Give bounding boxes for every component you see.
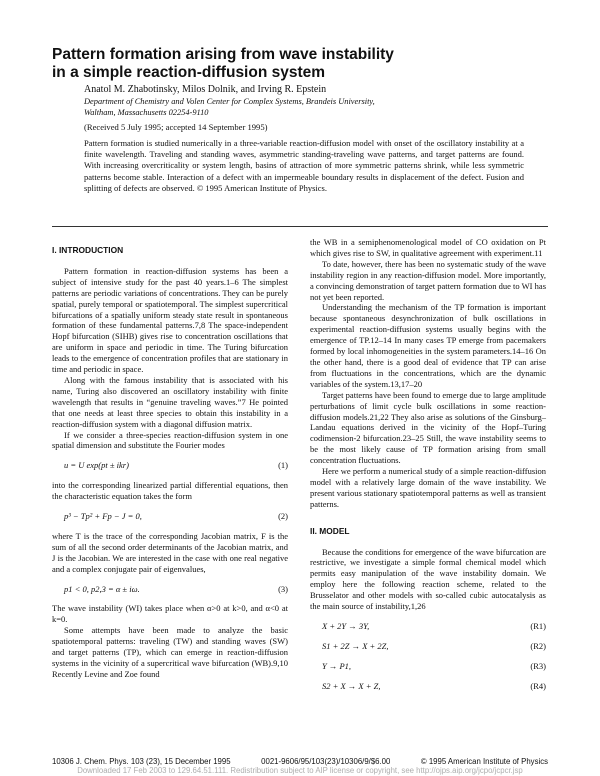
paragraph: where T is the trace of the corresponding Jacobian matrix, F is the sum of all the second order determinants of the Jacobian matrix, and J is the Jacobian. We are interested in the case with one real negative and a complex conjugate pair of eigenvalues,: [52, 530, 288, 574]
footer-doi: 0021-9606/95/103(23)/10306/9/$6.00: [261, 757, 391, 766]
equation-3: [52, 584, 288, 595]
equation-2: [52, 511, 288, 522]
received-dates: (Received 5 July 1995; accepted 14 September 1995): [84, 122, 268, 132]
reaction-number: (R4): [530, 680, 546, 691]
paragraph: into the corresponding linearized partial differential equations, then the characteristic equation takes the form: [52, 480, 288, 502]
title-line-1: Pattern formation arising from wave instability: [52, 46, 394, 63]
paragraph: Understanding the mechanism of the TP formation is important because spontaneous desynchronization of bulk oscillations in experimental reaction-diffusion systems usually begins with the emergence of TP.12–14 In many cases TP emerge from pacemakers formed by local inhomogeneities in the system parameters.14–16 On the other hand, there is a good deal of evidence that TP can arise from fluctuations in the concentrations, which are the dynamic variables of the system.13,17–20: [310, 302, 546, 389]
reaction-text: X + 2Y → 3Y,: [322, 621, 370, 631]
paragraph: The wave instability (WI) takes place when α>0 at k>0, and α<0 at k=0.: [52, 603, 288, 625]
reaction-text: Y → P1,: [322, 660, 352, 671]
reaction-text: S1 + 2Z → X + 2Z,: [322, 640, 389, 651]
article-title: [52, 46, 552, 82]
affiliation-line-1: Department of Chemistry and Volen Center for Complex Systems, Brandeis University,: [84, 97, 375, 106]
affiliation-line-2: Waltham, Massachusetts 02254-9110: [84, 107, 209, 117]
reaction-number: (R3): [530, 660, 546, 671]
section-heading-introduction: I. INTRODUCTION: [52, 245, 124, 255]
authors: Anatol M. Zhabotinsky, Milos Dolnik, and Irving R. Epstein: [84, 84, 327, 95]
reaction-number: (R2): [530, 640, 546, 651]
equation-text: p³ − Tp² + Fp − J = 0,: [64, 511, 142, 522]
paragraph: Along with the famous instability that is associated with his name, Turing also discovered an oscillatory instability with finite wavelength that results in “genuine traveling waves.”7 He pointed that one needs at least three species to obtain this instability in a reaction-diffusion system with a diagonal diffusion matrix.: [52, 374, 288, 429]
footer-journal: 10306 J. Chem. Phys. 103 (23), 15 December 1995: [52, 757, 231, 766]
paragraph: the WB in a semiphenomenological model of CO oxidation on Pt which gives rise to SW, in qualitative agreement with experiment.11: [310, 237, 546, 258]
reaction-r3: [310, 661, 546, 672]
left-column: [52, 245, 288, 680]
paragraph: Pattern formation in reaction-diffusion systems has been a subject of intensive study for the past 40 years.1–6 The simplest patterns are periodic variations of concentrations. They can be purely spatial, purely temporal or spatiotemporal. The simplest supercritical bifurcations of a spatially uniform steady state result in spontaneous formation of these fundamental patterns.7,8 The space-independent Hopf bifurcation (SIHB) gives rise to concentration oscillations that are uniform in space and periodic in time. The Turing bifurcation leads to the emergence of concentration profiles that are stationary in time and periodic in space.: [52, 265, 288, 375]
paragraph: If we consider a three-species reaction-diffusion system in one spatial dimension and substitute the Fourier modes: [52, 429, 288, 451]
paragraph: Because the conditions for emergence of the wave bifurcation are restrictive, we investigate a simple formal chemical model which permits easy manipulation of the wave instability domain. We employ here the following reaction scheme, related to the Brusselator and other models with so-called cubic autocatalysis as the main source of instability,1,26: [310, 546, 546, 612]
equation-number: (1): [278, 460, 288, 471]
equation-text: u = U exp(pt ± ikr): [64, 460, 129, 471]
affiliation: [84, 97, 544, 118]
reaction-r1: [310, 621, 546, 632]
title-line-2: in a simple reaction-diffusion system: [52, 64, 326, 81]
paragraph: Some attempts have been made to analyze the basic spatiotemporal patterns: traveling (TW) and standing waves (SW) and target patterns (TP), which can emerge in reaction-diffusion systems in the vicinity of a supercritical wave bifurcation (WB).9,10 Recently Levine and Zoe found: [52, 625, 288, 679]
paragraph: To date, however, there has been no systematic study of the wave instability region in any reaction-diffusion model. More importantly, a convincing demonstration of target pattern formation due to WI has not yet been reported.: [310, 258, 546, 302]
equation-1: [52, 460, 288, 471]
abstract: Pattern formation is studied numerically in a three-variable reaction-diffusion model with onset of the oscillatory instability at a finite wavelength. Traveling and standing waves, asymmetric standing-traveling wave patterns, and target patterns are found. With increasing overcriticality or system length, basins of attraction of more symmetric patterns shrink, while less symmetric patterns become stable. Interaction of a defect with an impermeable boundary results in displacement of the defect. Fusion and splitting of defects are observed. © 1995 American Institute of Physics.: [84, 138, 524, 193]
equation-text: p1 < 0, p2,3 = α ± iω.: [64, 583, 140, 594]
right-column: [310, 237, 546, 701]
paragraph: Target patterns have been found to emerge due to large amplitude perturbations of limit cycle bulk oscillations in some reaction-diffusion models.21,22 They also arise as solutions of the Ginsburg–Landau equations derived in the vicinity of the Hopf–Turing codimension-2 bifurcation.23–25 Still, the wave instability seems to be the most likely cause of TP formation arising from small concentration fluctuations.: [310, 389, 546, 466]
equation-number: (3): [278, 583, 288, 594]
reaction-r2: [310, 641, 546, 652]
page-footer: [52, 757, 548, 766]
equation-number: (2): [278, 511, 288, 522]
reaction-text: S2 + X → X + Z,: [322, 680, 381, 691]
reaction-number: (R1): [530, 621, 546, 631]
download-watermark: Downloaded 17 Feb 2003 to 129.64.51.111. Redistribution subject to AIP license or copyright, see http://ojps.aip.org/jcpo/jcpcr.jsp: [77, 766, 523, 775]
section-heading-model: II. MODEL: [310, 525, 350, 536]
footer-copyright: © 1995 American Institute of Physics: [420, 757, 548, 766]
paragraph: Here we perform a numerical study of a simple reaction-diffusion model with a relatively large domain of the wave instability. We present various stationary spatiotemporal patterns as well as transient patterns.: [310, 466, 546, 509]
reaction-r4: [310, 681, 546, 692]
abstract-divider: [52, 226, 548, 227]
